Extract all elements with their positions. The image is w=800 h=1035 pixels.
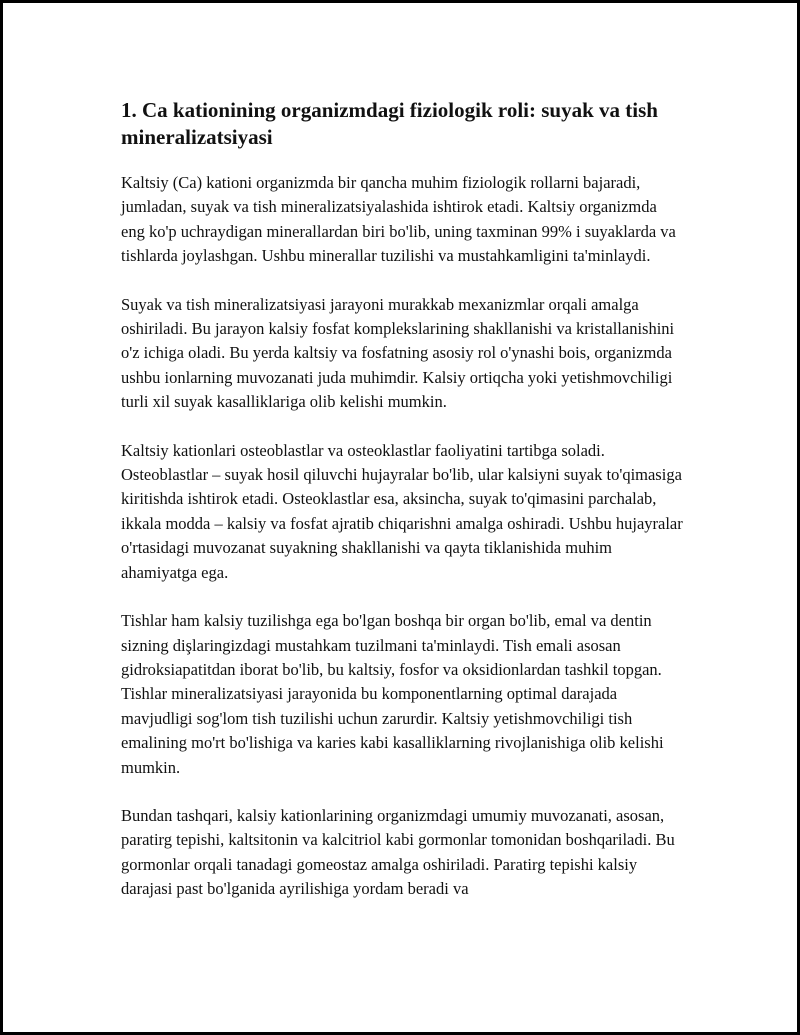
paragraph-1: Kaltsiy (Ca) kationi organizmda bir qancha muhim fiziologik rollarni bajaradi, jumladan, suyak va tish mineralizatsiyalashida ishtirok etadi. Kaltsiy organizmda eng ko'p uchraydigan minerallardan biri bo'lib, uning taxminan 99% i suyaklarda va tishlarda joylashgan. Ushbu minerallar tuzilishi va mustahkamligini ta'minlaydi.: [121, 173, 676, 266]
paragraph-2: Suyak va tish mineralizatsiyasi jarayoni murakkab mexanizmlar orqali amalga oshiriladi. Bu jarayon kalsiy fosfat komplekslarining shakllanishi va kristallanishini o'z ichiga oladi. Bu yerda kaltsiy va fosfatning asosiy rol o'ynashi bois, organizmda ushbu ionlarning muvozanati juda muhimdir. Kalsiy ortiqcha yoki yetishmovchiligi turli xil suyak kasalliklariga olib kelishi mumkin.: [121, 294, 675, 412]
section-heading: 1. Ca kationining organizmdagi fiziologik roli: suyak va tish mineralizatsiyasi: [121, 98, 658, 149]
paragraph-3: Kaltsiy kationlari osteoblastlar va osteoklastlar faoliyatini tartibga soladi. Osteoblastlar – suyak hosil qiluvchi hujayralar bo'lib, ular kalsiyni suyak to'qimasiga kiritishda ishtirok etadi. Osteoklastlar esa, aksincha, suyak to'qimasini parchalab, ikkala modda – kalsiy va fosfat ajratib chiqarishni amalga oshiradi. Ushbu hujayralar o'rtasidagi muvozanat suyakning shakllanishi va qayta tiklanishida muhim ahamiyatga ega.: [121, 440, 683, 582]
paragraph-5: Bundan tashqari, kalsiy kationlarining organizmdagi umumiy muvozanati, asosan, paratirg tepishi, kaltsitonin va kalcitriol kabi gormonlar tomonidan boshqariladi. Bu gormonlar orqali tanadagi gomeostaz amalga oshiriladi. Paratirg tepishi kalsiy darajasi past bo'lganida ayrilishiga yordam beradi va: [121, 805, 675, 899]
paragraph-4: Tishlar ham kalsiy tuzilishga ega bo'lgan boshqa bir organ bo'lib, emal va dentin sizning dişlaringizdagi mustahkam tuzilmani ta'minlaydi. Tish emali asosan gidroksiapatitdan iborat bo'lib, bu kaltsiy, fosfor va oksidionlardan tashkil topgan. Tishlar mineralizatsiyasi jarayonida bu komponentlarning optimal darajada mavjudligi sog'lom tish tuzilishi uchun zarurdir. Kaltsiy yetishmovchiligi tish emalining mo'rt bo'lishiga va karies kabi kasalliklarning rivojlanishiga olib kelishi mumkin.: [121, 611, 664, 777]
document-body: [121, 97, 683, 926]
